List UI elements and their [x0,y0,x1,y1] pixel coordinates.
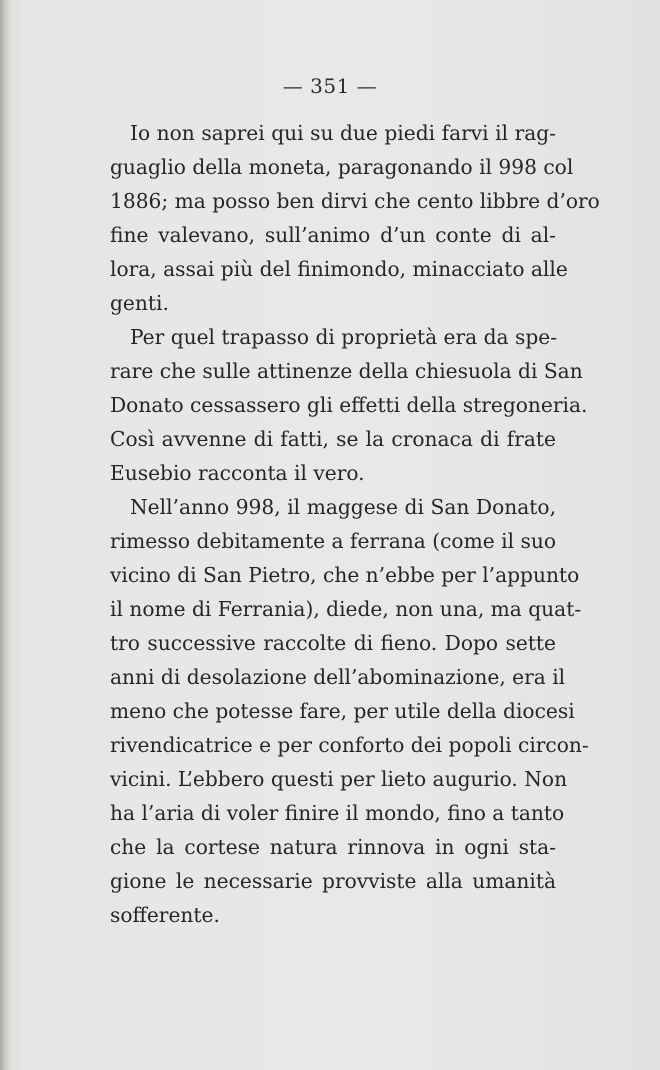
text-line: vicino di San Pietro, che n’ebbe per l’appunto [110,563,580,587]
text-line: lora, assai più del finimondo, minacciato alle [110,257,568,281]
text-line: anni di desolazione dell’abominazione, era il [110,665,566,689]
text-line: Donato cessassero gli effetti della stregoneria. [110,393,588,417]
page-binding-edge [0,0,10,1070]
text-line: genti. [110,291,169,315]
paragraph [110,320,588,490]
text-line: fine valevano, sull’animo d’un conte di al- [110,223,556,247]
text-line: rimesso debitamente a ferrana (come il suo [110,529,556,553]
body-text [110,116,600,932]
text-line: rivendicatrice e per conforto dei popoli circon- [110,733,589,757]
text-line: ha l’aria di voler finire il mondo, fino a tanto [110,801,565,825]
text-line: tro successive raccolte di fieno. Dopo sette [110,631,556,655]
paragraph [110,490,589,932]
text-line: meno che potesse fare, per utile della diocesi [110,699,575,723]
text-line: Per quel trapasso di proprietà era da spe- [130,325,558,349]
text-line: guaglio della moneta, paragonando il 998 col [110,155,574,179]
paragraph [110,116,600,320]
text-line: Nell’anno 998, il maggese di San Donato, [130,495,556,519]
text-line: Così avvenne di fatti, se la cronaca di frate [110,427,556,451]
text-line: gione le necessarie provviste alla umanità [110,869,556,893]
text-line: che la cortese natura rinnova in ogni sta- [110,835,556,859]
text-line: vicini. L’ebbero questi per lieto augurio. Non [110,767,568,791]
text-line: 1886; ma posso ben dirvi che cento libbre d’oro [110,189,600,213]
page-number: — 351 — [282,74,378,98]
text-line: il nome di Ferrania), diede, non una, ma quat- [110,597,582,621]
text-line: rare che sulle attinenze della chiesuola di San [110,359,583,383]
text-line: Io non saprei qui su due piedi farvi il rag- [130,121,556,145]
text-line: sofferente. [110,903,220,927]
text-line: Eusebio racconta il vero. [110,461,365,485]
